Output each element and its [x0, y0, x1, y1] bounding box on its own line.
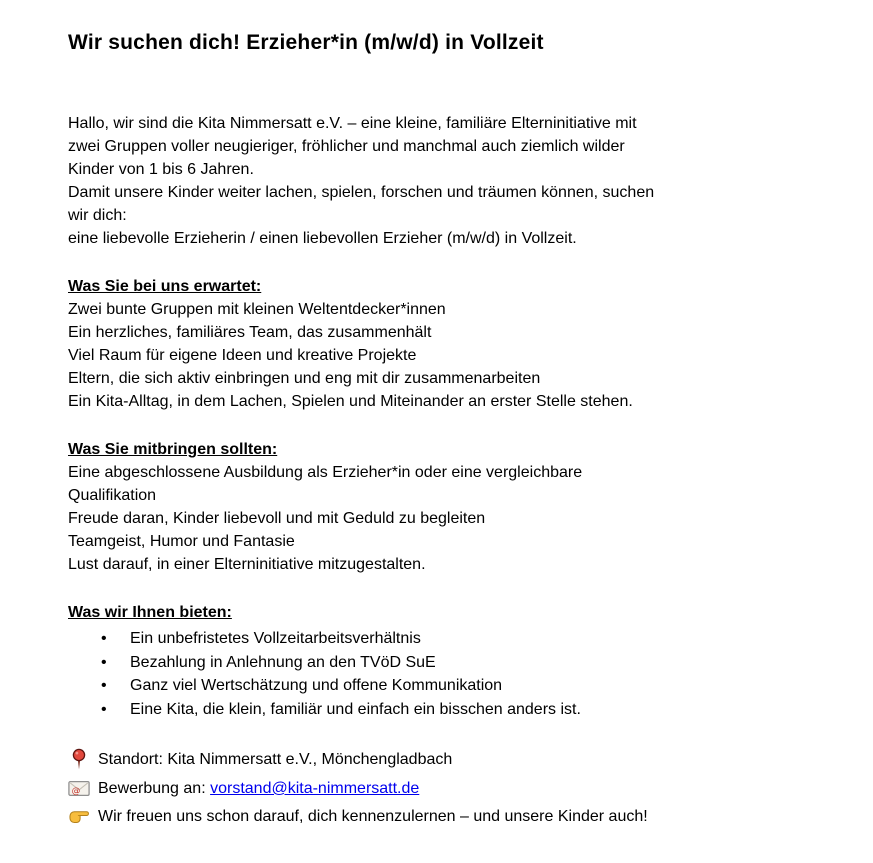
application-label: Bewerbung an: [98, 780, 206, 797]
benefits-list [68, 627, 833, 721]
application-row [68, 777, 833, 800]
section-what-we-offer [68, 601, 833, 721]
section-line: Freude daran, Kinder liebevoll und mit Geduld zu begleiten [68, 510, 486, 527]
page-title: Wir suchen dich! Erzieher*in (m/w/d) in Vollzeit [68, 31, 544, 54]
intro-line: wir dich: [68, 207, 127, 224]
section-line: Eltern, die sich aktiv einbringen und eng mit dir zusammenarbeiten [68, 370, 541, 387]
closing-text: Wir freuen uns schon darauf, dich kennenzulernen – und unsere Kinder auch! [98, 808, 648, 825]
contact-footer [68, 746, 833, 828]
section-heading: Was Sie bei uns erwartet: [68, 278, 262, 295]
intro-line: Damit unsere Kinder weiter lachen, spielen, forschen und träumen können, suchen [68, 184, 655, 201]
section-what-you-bring [68, 438, 833, 576]
intro-line: Hallo, wir sind die Kita Nimmersatt e.V. – eine kleine, familiäre Elterninitiative mit [68, 115, 637, 132]
section-heading: Was Sie mitbringen sollten: [68, 441, 278, 458]
pointing-right-icon [68, 808, 90, 825]
section-what-awaits-you [68, 275, 833, 413]
location-text: Standort: Kita Nimmersatt e.V., Mönchengladbach [98, 750, 453, 768]
svg-text:@: @ [71, 786, 81, 797]
intro-line: zwei Gruppen voller neugieriger, fröhlicher und manchmal auch ziemlich wilder [68, 138, 625, 155]
intro-line: eine liebevolle Erzieherin / einen liebevollen Erzieher (m/w/d) in Vollzeit. [68, 230, 577, 247]
pushpin-icon [68, 746, 90, 772]
email-link[interactable]: vorstand@kita-nimmersatt.de [210, 780, 420, 797]
benefit-item: • Ein unbefristetes Vollzeitarbeitsverhältnis [68, 627, 833, 651]
section-line: Zwei bunte Gruppen mit kleinen Weltentdecker*innen [68, 301, 446, 318]
section-line: Lust darauf, in einer Elterninitiative mitzugestalten. [68, 556, 426, 573]
email-icon [68, 780, 90, 797]
section-line: Viel Raum für eigene Ideen und kreative Projekte [68, 347, 417, 364]
intro-line: Kinder von 1 bis 6 Jahren. [68, 161, 254, 178]
location-row [68, 746, 833, 772]
benefit-item: • Eine Kita, die klein, familiär und einfach ein bisschen anders ist. [68, 698, 833, 722]
intro-paragraph [68, 112, 833, 250]
benefit-item: • Ganz viel Wertschätzung und offene Kommunikation [68, 674, 833, 698]
section-line: Qualifikation [68, 487, 157, 504]
section-heading: Was wir Ihnen bieten: [68, 604, 232, 621]
closing-row [68, 805, 833, 828]
section-line: Ein Kita-Alltag, in dem Lachen, Spielen und Miteinander an erster Stelle stehen. [68, 393, 633, 410]
section-line: Eine abgeschlossene Ausbildung als Erzieher*in oder eine vergleichbare [68, 464, 583, 481]
section-line: Teamgeist, Humor und Fantasie [68, 533, 295, 550]
benefit-item: • Bezahlung in Anlehnung an den TVöD SuE [68, 651, 833, 675]
section-line: Ein herzliches, familiäres Team, das zusammenhält [68, 324, 432, 341]
